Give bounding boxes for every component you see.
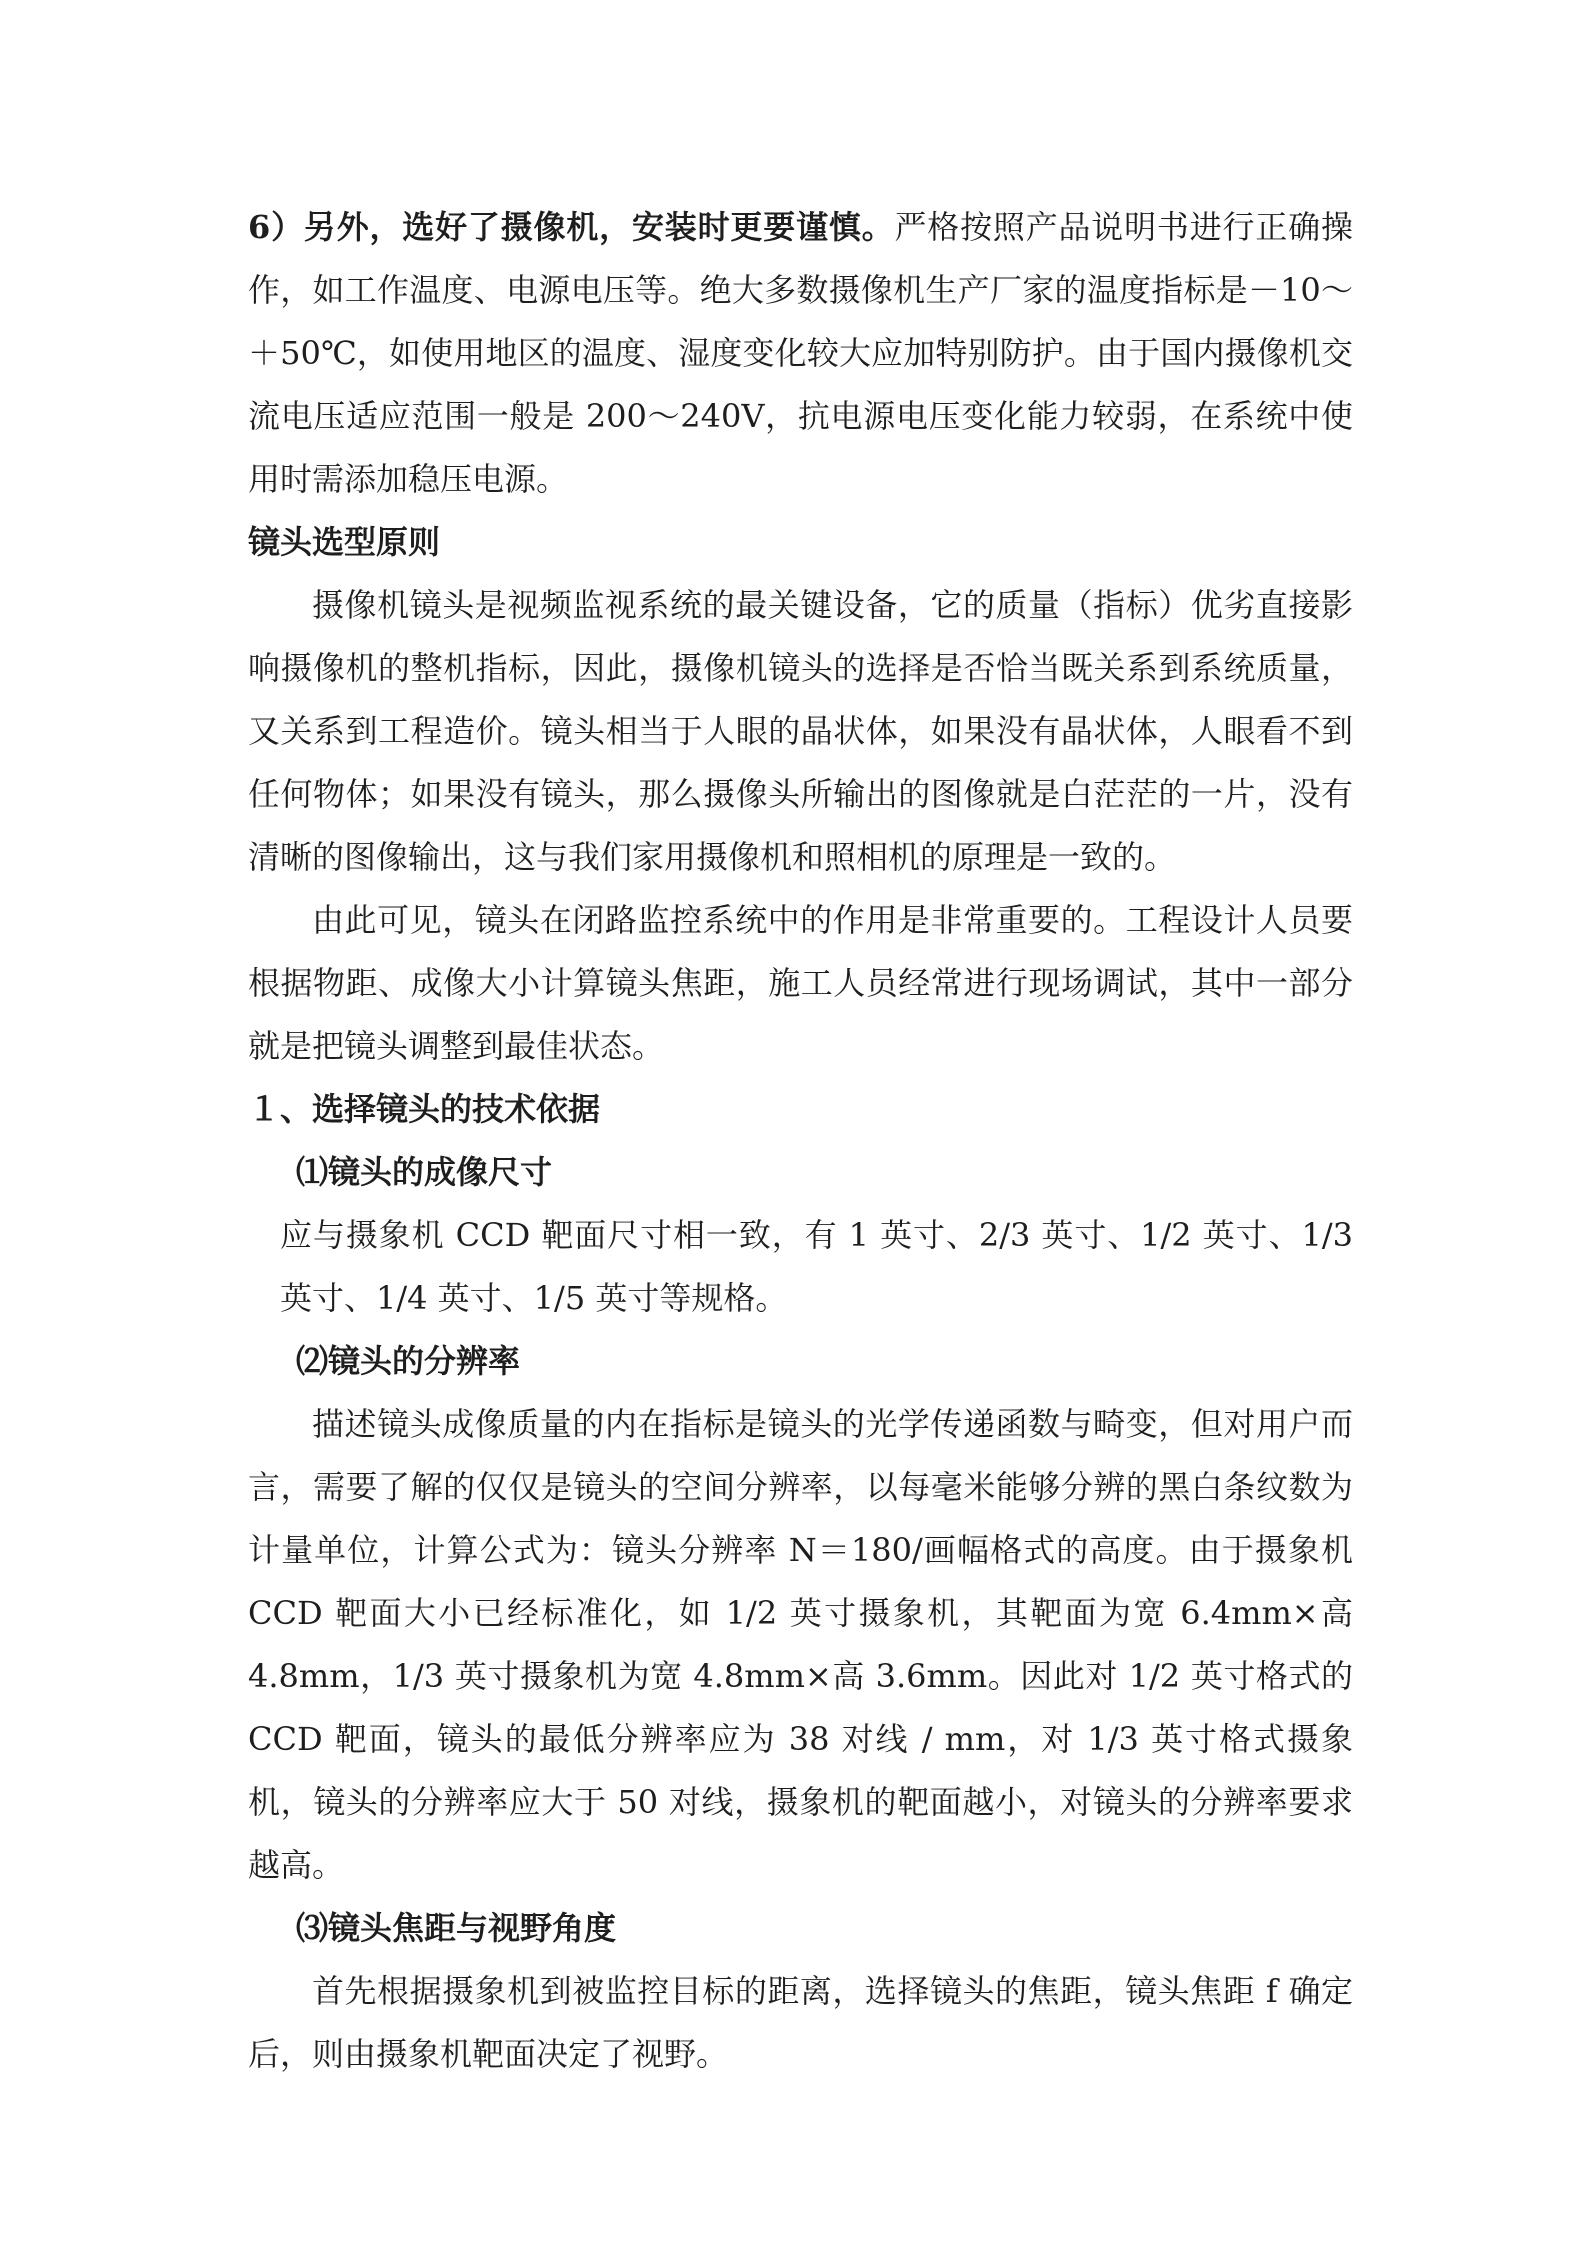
section-heading-lens-principles: 镜头选型原则 <box>248 523 441 561</box>
document-body <box>248 196 1353 2086</box>
paragraph-installation <box>248 196 1353 511</box>
subheading-focal-length: ⑶镜头焦距与视野角度 <box>296 1909 617 1947</box>
paragraph-text: 严格按照产品说明书进行正确操作，如工作温度、电源电压等。绝大多数摄像机生产厂家的温度指标是－10～＋50℃，如使用地区的温度、湿度变化较大应加特别防护。由于国内摄像机交流电压适应范围一般是 200～240V，抗电源电压变化能力较弱，在系统中使用时需添加稳压电源。 <box>248 208 1353 498</box>
paragraph-lens-role: 由此可见，镜头在闭路监控系统中的作用是非常重要的。工程设计人员要根据物距、成像大小计算镜头焦距，施工人员经常进行现场调试，其中一部分就是把镜头调整到最佳状态。 <box>248 901 1353 1065</box>
heading-technical-basis: １、选择镜头的技术依据 <box>248 1090 601 1128</box>
paragraph-focal-length: 首先根据摄象机到被监控目标的距离，选择镜头的焦距，镜头焦距 f 确定后，则由摄象机靶面决定了视野。 <box>248 1972 1353 2073</box>
subheading-image-size: ⑴镜头的成像尺寸 <box>296 1153 553 1191</box>
paragraph-lead-bold: 6）另外，选好了摄像机，安装时更要谨慎。 <box>248 208 895 246</box>
paragraph-image-size: 应与摄象机 CCD 靶面尺寸相一致，有 1 英寸、2/3 英寸、1/2 英寸、1/3 英寸、1/4 英寸、1/5 英寸等规格。 <box>280 1216 1353 1317</box>
paragraph-resolution: 描述镜头成像质量的内在指标是镜头的光学传递函数与畸变，但对用户而言，需要了解的仅仅是镜头的空间分辨率，以每毫米能够分辨的黑白条纹数为计量单位，计算公式为：镜头分辨率 N＝180/画幅格式的高度。由于摄象机 CCD 靶面大小已经标准化，如 1/2 英寸摄象机，其靶面为宽 6.4mm×高 4.8mm，1/3 英寸摄象机为宽 4.8mm×高 3.6mm。因此对 1/2 英寸格式的 CCD 靶面，镜头的最低分辨率应为 38 对线 / mm，对 1/3 英寸格式摄象机，镜头的分辨率应大于 50 对线，摄象机的靶面越小，对镜头的分辨率要求越高。 <box>248 1405 1353 1884</box>
subheading-resolution: ⑵镜头的分辨率 <box>296 1342 521 1380</box>
paragraph-lens-importance: 摄像机镜头是视频监视系统的最关键设备，它的质量（指标）优劣直接影响摄像机的整机指标，因此，摄像机镜头的选择是否恰当既关系到系统质量，又关系到工程造价。镜头相当于人眼的晶状体，如果没有晶状体，人眼看不到任何物体；如果没有镜头，那么摄像头所输出的图像就是白茫茫的一片，没有清晰的图像输出，这与我们家用摄像机和照相机的原理是一致的。 <box>248 586 1353 876</box>
